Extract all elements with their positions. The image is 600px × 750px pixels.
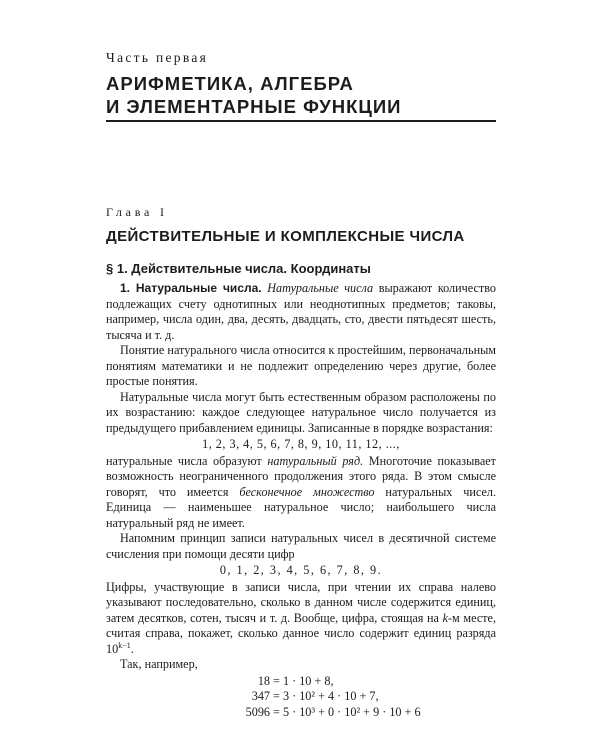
formula-block — [106, 674, 496, 721]
formula-row — [218, 674, 496, 690]
paragraph-1 — [106, 281, 496, 343]
paragraph-2: Понятие натурального числа относится к простейшим, первоначальным понятиям математики и не подлежит определению через другие, более простые понятия. — [106, 343, 496, 388]
paragraph-4-text-c: натуральных чисел. Единица — наименьшее натуральное число; наибольшего числа натуральный ряд не имеет. — [106, 484, 497, 530]
section-title: § 1. Действительные числа. Координаты — [106, 261, 371, 276]
formula-rhs: = 5 · 10³ + 0 · 10² + 9 · 10 + 6 — [273, 704, 421, 719]
formula-row — [218, 689, 496, 705]
formula-lhs: 5096 — [245, 704, 270, 719]
paragraph-3: Натуральные числа могут быть естественным образом расположены по их возрастанию: каждое следующее натуральное число получается из предыдущего прибавлением единицы. Записанные в порядке возрастания: — [106, 389, 496, 435]
body-text — [106, 281, 496, 720]
formula-row — [218, 705, 496, 721]
paragraph-1-text: выражают количество подлежащих счету однотипных или неоднотипных предметов; таковы, например, числа один, два, десять, двадцать, сто, двести пятьдесят шесть, тысяча и т. д. — [106, 281, 497, 342]
paragraph-6-text-b: -м месте, считая справа, покажет, сколько данное число содержит единиц разряда 10 — [106, 610, 497, 656]
part-divider — [106, 120, 496, 122]
paragraph-6-text-a: Цифры, участвующие в записи числа, при чтении их справа налево указывают последовательно, сколько в данном числе содержится единиц, затем десятков, сотен, тысяч и т. д. Вообще, цифра, стоящая на — [106, 579, 496, 625]
part-label: Часть первая — [106, 50, 209, 65]
paragraph-heading: 1. Натуральные числа. — [120, 281, 262, 295]
emphasis-term: натуральный ряд. — [267, 453, 364, 468]
paragraph-5: Напомним принцип записи натуральных чисел в десятичной системе счисления при помощи десяти цифр — [106, 531, 496, 561]
emphasis-variable: k — [442, 610, 448, 625]
formula-lhs: 18 — [257, 673, 270, 688]
emphasis-term: Натуральные числа — [267, 281, 374, 295]
paragraph-6-text-c: . — [130, 641, 134, 656]
natural-number-sequence: 1, 2, 3, 4, 5, 6, 7, 8, 9, 10, 11, 12, ..., — [202, 437, 400, 451]
digits-sequence: 0, 1, 2, 3, 4, 5, 6, 7, 8, 9. — [219, 563, 383, 577]
exponent: k−1 — [118, 640, 131, 650]
formula-rhs: = 1 · 10 + 8, — [273, 673, 334, 688]
chapter-title: ДЕЙСТВИТЕЛЬНЫЕ И КОМПЛЕКСНЫЕ ЧИСЛА — [106, 228, 465, 245]
paragraph-6 — [106, 580, 496, 658]
formula-lhs: 347 — [251, 689, 270, 703]
part-title — [106, 72, 401, 118]
part-title-line-2: И ЭЛЕМЕНТАРНЫЕ ФУНКЦИИ — [106, 96, 402, 117]
paragraph-7: Так, например, — [120, 657, 198, 671]
emphasis-term: бесконечное множество — [239, 484, 375, 499]
chapter-label: Глава I — [106, 205, 168, 219]
paragraph-4-text-a: натуральные числа образуют — [106, 453, 262, 468]
formula-rhs: = 3 · 10² + 4 · 10 + 7, — [273, 689, 379, 703]
part-title-line-1: АРИФМЕТИКА, АЛГЕБРА — [106, 73, 354, 94]
paragraph-4-text-b: Многоточие показывает возможность неограниченного продолжения этого ряда. В этом смысле говорят, что имеется — [106, 453, 496, 499]
paragraph-4 — [106, 454, 496, 532]
